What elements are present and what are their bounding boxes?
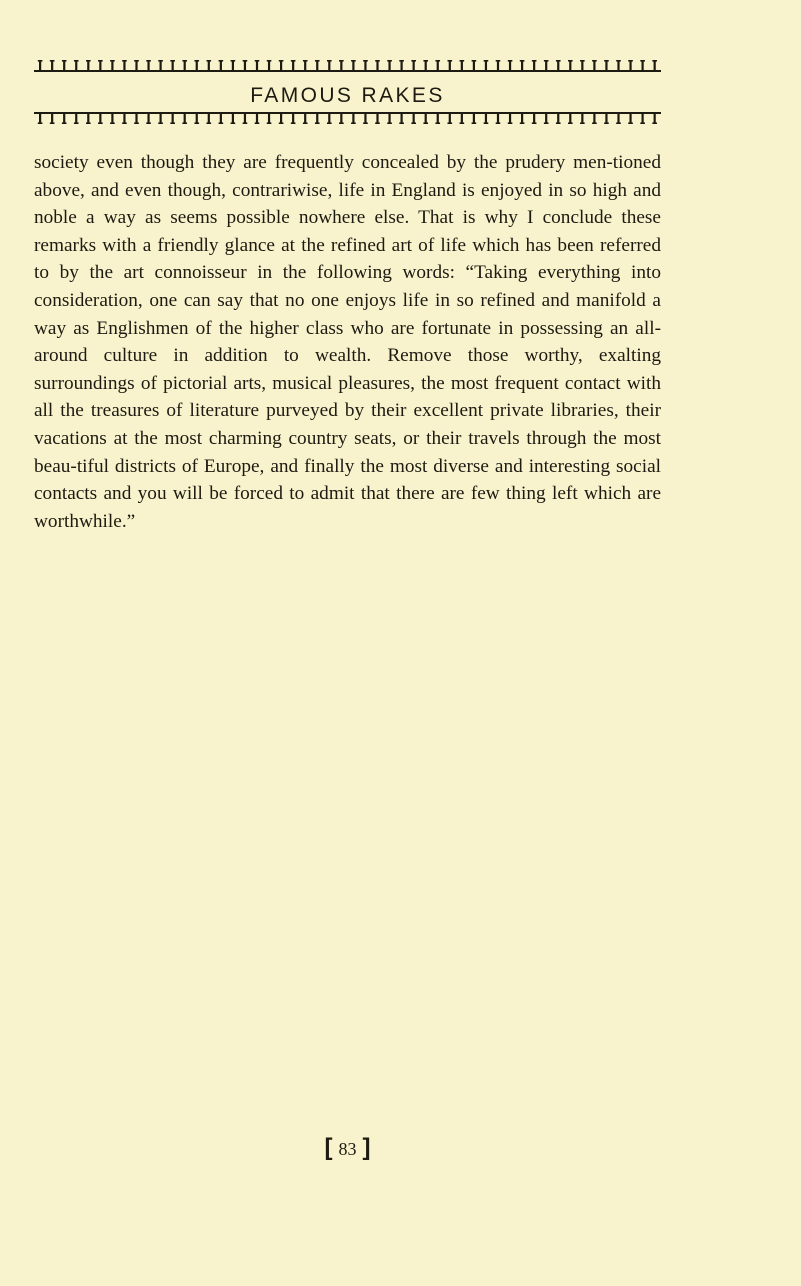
page-number-folio (34, 1136, 661, 1161)
ornament-post (364, 114, 366, 123)
ornament-post (497, 61, 499, 70)
ornament-post (401, 114, 403, 123)
running-head-title: FAMOUS RAKES (250, 84, 445, 107)
ornament-post-head (327, 60, 332, 62)
ornament-post (256, 114, 258, 123)
folio-bracket-open: [ (324, 1134, 333, 1161)
ornament-post (533, 114, 535, 123)
ornament-post (642, 114, 644, 123)
folio-bracket-close: ] (362, 1134, 371, 1161)
ornament-post (437, 114, 439, 123)
ornament-post (340, 114, 342, 123)
ornament-post (388, 61, 390, 70)
ornament-post (63, 114, 65, 123)
ornament-post (172, 61, 174, 70)
ornament-post-foot (616, 122, 621, 124)
ornament-post-foot (604, 122, 609, 124)
ornament-post (605, 114, 607, 123)
ornament-post (160, 61, 162, 70)
book-page (34, 0, 661, 1286)
ornament-post-foot (158, 122, 163, 124)
ornament-post-head (544, 60, 549, 62)
ornament-post-foot (387, 122, 392, 124)
ornament-post (220, 61, 222, 70)
ornament-post (87, 114, 89, 123)
ornament-post-foot (544, 122, 549, 124)
ornament-post (593, 61, 595, 70)
ornament-post (232, 114, 234, 123)
ornament-post-head (170, 60, 175, 62)
ornament-post-head (375, 60, 380, 62)
ornament-post (449, 114, 451, 123)
ornament-post (473, 114, 475, 123)
ornament-post-head (315, 60, 320, 62)
ornament-post-head (484, 60, 489, 62)
ornament-post (99, 61, 101, 70)
ornament-post-head (231, 60, 236, 62)
ornament-post-foot (652, 122, 657, 124)
ornament-post-head (363, 60, 368, 62)
ornament-post-foot (98, 122, 103, 124)
bottom-ornament-rule (34, 112, 661, 126)
ornament-post (593, 114, 595, 123)
ornament-post-foot (74, 122, 79, 124)
ornament-post-head (279, 60, 284, 62)
ornament-post-foot (62, 122, 67, 124)
ornament-post-foot (207, 122, 212, 124)
ornament-post (352, 61, 354, 70)
ornament-post (280, 114, 282, 123)
ornament-post-head (194, 60, 199, 62)
ornament-post-head (303, 60, 308, 62)
ornament-post (629, 114, 631, 123)
ornament-post (51, 61, 53, 70)
ornament-post-foot (267, 122, 272, 124)
ornament-post (292, 61, 294, 70)
ornament-post-head (74, 60, 79, 62)
ornament-post (388, 114, 390, 123)
ornament-post (232, 61, 234, 70)
ornament-post-head (604, 60, 609, 62)
ornament-post-foot (399, 122, 404, 124)
ornament-post-foot (532, 122, 537, 124)
ornament-post (304, 114, 306, 123)
ornament-post (449, 61, 451, 70)
ornament-post-foot (339, 122, 344, 124)
ornament-post-foot (351, 122, 356, 124)
ornament-post (521, 61, 523, 70)
ornament-post-head (243, 60, 248, 62)
ornament-post-foot (86, 122, 91, 124)
ornament-post (280, 61, 282, 70)
ornament-post (51, 114, 53, 123)
ornament-post-foot (496, 122, 501, 124)
ornament-post-head (50, 60, 55, 62)
ornament-post (123, 61, 125, 70)
ornament-post (642, 61, 644, 70)
ornament-post-head (556, 60, 561, 62)
ornament-post (316, 114, 318, 123)
ornament-post (208, 61, 210, 70)
ornament-post-foot (50, 122, 55, 124)
ornament-post-foot (110, 122, 115, 124)
ornament-post-head (411, 60, 416, 62)
ornament-post (654, 114, 656, 123)
body-paragraph: society even though they are frequently concealed by the prudery men-tioned above, and even though, contrariwise, life in England is enjoyed in so high and noble a way as seems possible nowhere else. That is why I conclude these remarks with a friendly glance at the refined art of life which has been referred to by the art connoisseur in the following words: “Taking everything into consideration, one can say that no one enjoys life in so refined and manifold a way as Englishmen of the higher class who are fortunate in possessing an all-around culture in addition to wealth. Remove those worthy, exalting surroundings of pictorial arts, musical pleasures, the most frequent contact with all the treasures of literature purveyed by their excellent private libraries, their vacations at the most charming country seats, or their travels through the most beau-tiful districts of Europe, and finally the most diverse and interesting social contacts and you will be forced to admit that there are few thing left which are worthwhile.” (34, 152, 661, 532)
ornament-post-foot (291, 122, 296, 124)
ornament-post-foot (375, 122, 380, 124)
ornament-post (533, 61, 535, 70)
ornament-post (99, 114, 101, 123)
page-number: 83 (338, 1139, 357, 1159)
ornament-post (376, 61, 378, 70)
ornament-post (328, 61, 330, 70)
ornament-post-head (267, 60, 272, 62)
ornament-post (256, 61, 258, 70)
ornament-post (617, 114, 619, 123)
ornament-post (509, 114, 511, 123)
ornament-post-foot (472, 122, 477, 124)
ornament-post (569, 61, 571, 70)
ornament-post-foot (327, 122, 332, 124)
ornament-post-head (339, 60, 344, 62)
ornament-post (111, 114, 113, 123)
ornament-post-foot (38, 122, 43, 124)
ornament-post (497, 114, 499, 123)
ornament-post-head (146, 60, 151, 62)
ornament-post-foot (592, 122, 597, 124)
ornament-post-head (448, 60, 453, 62)
ornament-post (244, 114, 246, 123)
ornament-post (545, 61, 547, 70)
top-ornament-rule (34, 58, 661, 72)
ornament-post-head (255, 60, 260, 62)
ornament-post-foot (134, 122, 139, 124)
ornament-post (461, 114, 463, 123)
ornament-post-foot (556, 122, 561, 124)
ornament-post (364, 61, 366, 70)
ornament-post (184, 61, 186, 70)
ornament-post (268, 114, 270, 123)
ornament-post (304, 61, 306, 70)
ornament-post-head (399, 60, 404, 62)
ornament-post-foot (435, 122, 440, 124)
ornament-post (545, 114, 547, 123)
ornament-post-head (86, 60, 91, 62)
ornament-post (340, 61, 342, 70)
ornament-post-head (640, 60, 645, 62)
ornament-post (268, 61, 270, 70)
ornament-post (425, 61, 427, 70)
ornament-post-head (435, 60, 440, 62)
ornament-post (75, 61, 77, 70)
ornament-post-head (592, 60, 597, 62)
ornament-post-head (532, 60, 537, 62)
ornament-post-head (628, 60, 633, 62)
ornament-post-foot (423, 122, 428, 124)
ornament-post (629, 61, 631, 70)
ornament-post (413, 114, 415, 123)
ornament-post-head (38, 60, 43, 62)
ornament-post-foot (568, 122, 573, 124)
ornament-post (581, 61, 583, 70)
ornament-post (521, 114, 523, 123)
ornament-post-foot (279, 122, 284, 124)
ornament-post-foot (170, 122, 175, 124)
ornament-post-foot (255, 122, 260, 124)
ornament-post-head (351, 60, 356, 62)
ornament-post-foot (231, 122, 236, 124)
ornament-post-foot (122, 122, 127, 124)
ornament-post (485, 61, 487, 70)
ornament-post-head (520, 60, 525, 62)
ornament-post-head (207, 60, 212, 62)
ornament-post (654, 61, 656, 70)
ornament-post (39, 61, 41, 70)
ornament-post (39, 114, 41, 123)
ornament-post-head (122, 60, 127, 62)
ornament-post (75, 114, 77, 123)
ornament-post (557, 114, 559, 123)
ornament-post (352, 114, 354, 123)
ornament-post-head (387, 60, 392, 62)
ornament-post-foot (580, 122, 585, 124)
ornament-post-foot (628, 122, 633, 124)
ornament-post-head (616, 60, 621, 62)
ornament-post (617, 61, 619, 70)
ornament-post-head (472, 60, 477, 62)
ornament-post (485, 114, 487, 123)
ornament-post-head (182, 60, 187, 62)
ornament-post (425, 114, 427, 123)
ornament-post-head (423, 60, 428, 62)
ornament-post (244, 61, 246, 70)
ornament-post (111, 61, 113, 70)
ornament-post (147, 61, 149, 70)
ornament-post-head (110, 60, 115, 62)
ornament-post (196, 61, 198, 70)
ornament-post-foot (484, 122, 489, 124)
ornament-post-head (98, 60, 103, 62)
ornament-post (461, 61, 463, 70)
ornament-post (208, 114, 210, 123)
ornament-post-foot (303, 122, 308, 124)
ornament-post (220, 114, 222, 123)
ornament-post-head (291, 60, 296, 62)
ornament-post-foot (448, 122, 453, 124)
ornament-post (292, 114, 294, 123)
ornament-post-foot (243, 122, 248, 124)
ornament-post-head (496, 60, 501, 62)
ornament-post-foot (182, 122, 187, 124)
ornament-post-foot (520, 122, 525, 124)
ornament-post-head (158, 60, 163, 62)
ornament-post-head (219, 60, 224, 62)
ornament-post-foot (315, 122, 320, 124)
ornament-post (316, 61, 318, 70)
ornament-post (172, 114, 174, 123)
ornament-post-head (460, 60, 465, 62)
ornament-post-head (134, 60, 139, 62)
ornament-post-foot (508, 122, 513, 124)
ornament-post (569, 114, 571, 123)
ornament-post (160, 114, 162, 123)
ornament-post (184, 114, 186, 123)
ornament-post-foot (640, 122, 645, 124)
ornament-post-foot (460, 122, 465, 124)
ornament-post-head (580, 60, 585, 62)
ornament-post (581, 114, 583, 123)
ornament-post (413, 61, 415, 70)
ornament-post (605, 61, 607, 70)
ornament-post (87, 61, 89, 70)
ornament-post (557, 61, 559, 70)
ornament-post (509, 61, 511, 70)
ornament-post-foot (411, 122, 416, 124)
ornament-post (376, 114, 378, 123)
ornament-post (135, 61, 137, 70)
ornament-post-head (652, 60, 657, 62)
ornament-post (63, 61, 65, 70)
ornament-post (401, 61, 403, 70)
ornament-post (147, 114, 149, 123)
ornament-post-foot (146, 122, 151, 124)
ornament-post-foot (219, 122, 224, 124)
ornament-post (437, 61, 439, 70)
ornament-post (196, 114, 198, 123)
ornament-post (328, 114, 330, 123)
ornament-post-foot (363, 122, 368, 124)
ornament-post-head (568, 60, 573, 62)
ornament-post-foot (194, 122, 199, 124)
ornament-post (135, 114, 137, 123)
ornament-post (123, 114, 125, 123)
ornament-post-head (508, 60, 513, 62)
ornament-post-head (62, 60, 67, 62)
ornament-post (473, 61, 475, 70)
